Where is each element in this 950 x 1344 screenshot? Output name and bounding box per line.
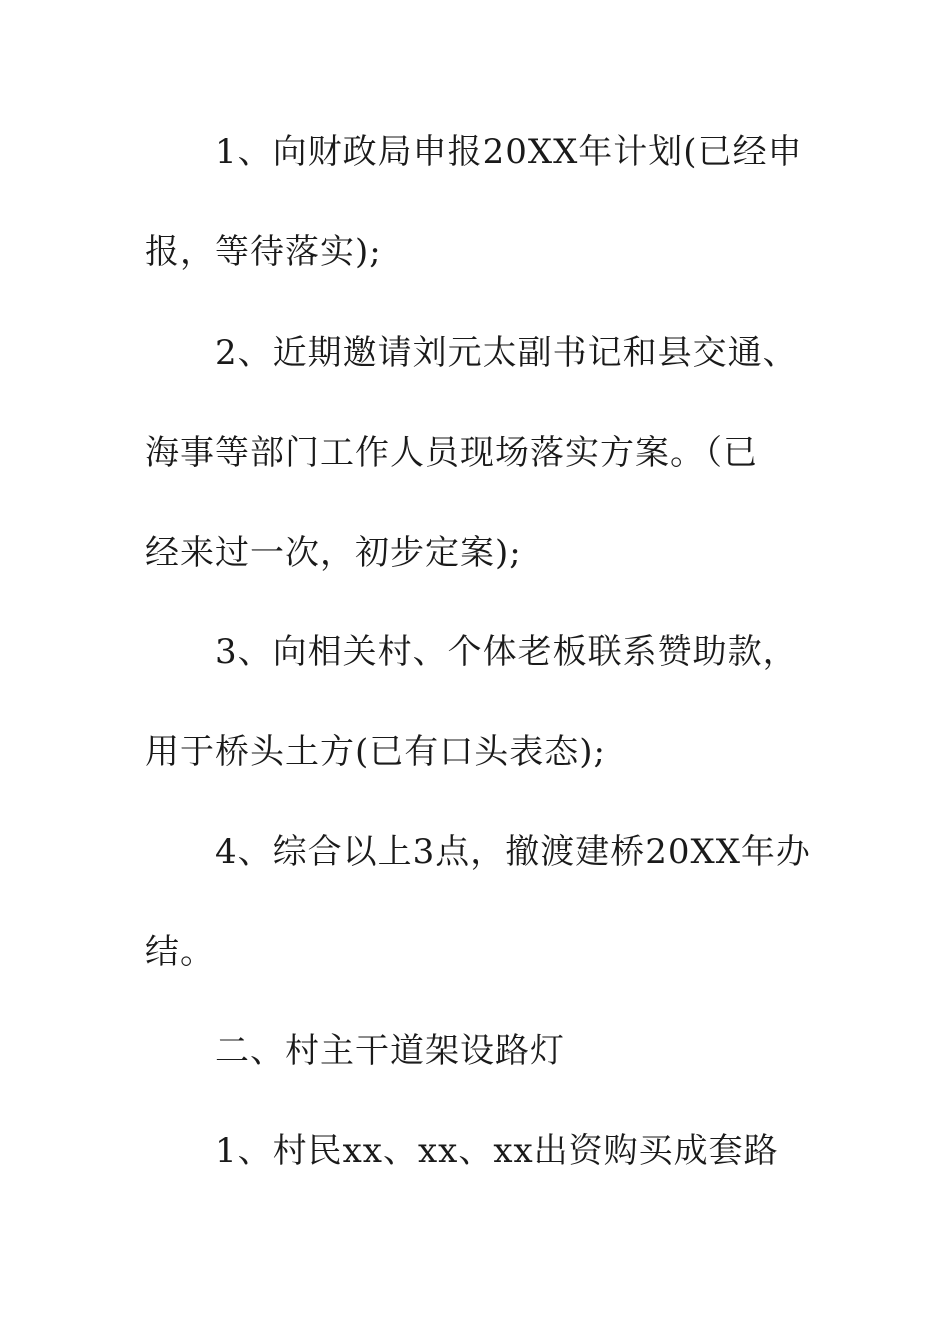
paragraph-4-line-2: 结。 xyxy=(145,932,215,972)
paragraph-2-line-1: 2、近期邀请刘元太副书记和县交通、 xyxy=(215,333,798,373)
paragraph-3-line-1: 3、向相关村、个体老板联系赞助款， xyxy=(215,632,798,672)
paragraph-3-line-2: 用于桥头土方(已有口头表态); xyxy=(145,732,606,772)
paragraph-1-line-2: 报，等待落实); xyxy=(145,232,382,272)
paragraph-2-line-3: 经来过一次，初步定案); xyxy=(145,533,522,573)
paragraph-4-line-1: 4、综合以上3点，撤渡建桥20XX年办 xyxy=(215,832,811,872)
paragraph-1-line-1: 1、向财政局申报20XX年计划(已经申 xyxy=(215,132,803,172)
section-heading: 二、村主干道架设路灯 xyxy=(215,1031,565,1071)
paragraph-5-line-1: 1、村民xx、xx、xx出资购买成套路 xyxy=(215,1131,779,1171)
paragraph-2-line-2: 海事等部门工作人员现场落实方案。（已 xyxy=(145,433,758,473)
